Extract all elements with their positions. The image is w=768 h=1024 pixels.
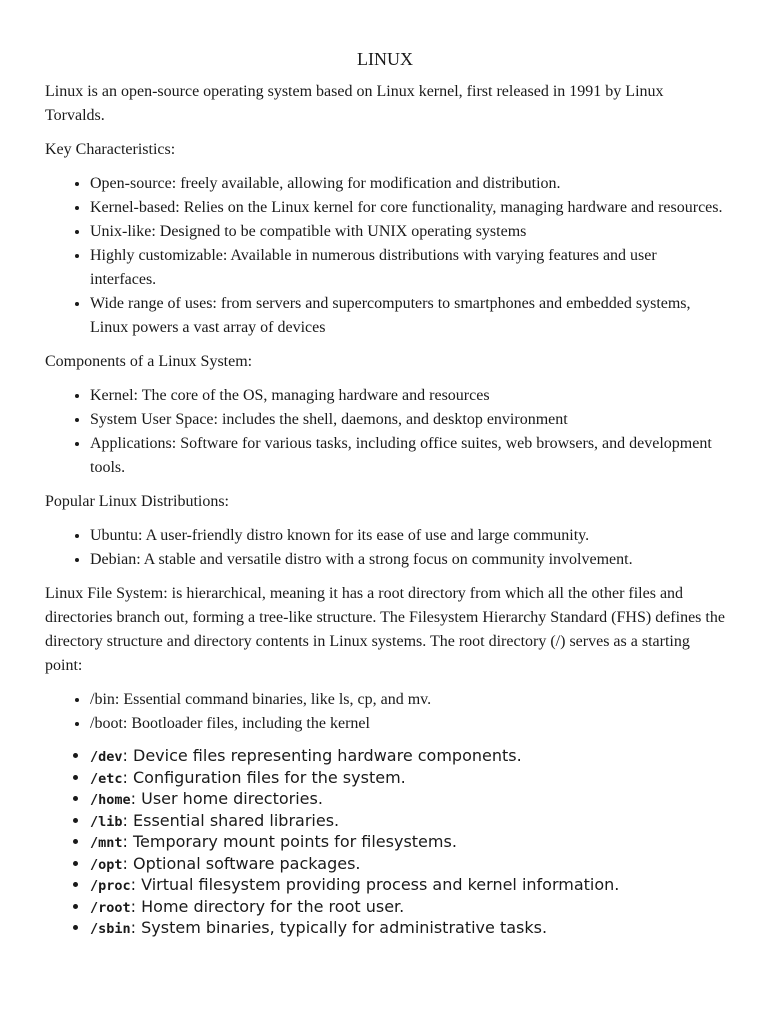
- intro-paragraph: Linux is an open-source operating system based on Linux kernel, first released in 1991 by Linux Torvalds.: [45, 83, 664, 124]
- list-item: • Highly customizable: Available in numerous distributions with varying features and user interfaces.: [90, 244, 725, 292]
- directory-item: [90, 768, 725, 790]
- directory-desc: : Home directory for the root user.: [130, 896, 405, 916]
- directory-list: [45, 746, 725, 940]
- directory-path: /dev: [90, 749, 123, 765]
- key-characteristics-heading: Key Characteristics:: [45, 141, 176, 158]
- list-item: • Kernel-based: Relies on the Linux kernel for core functionality, managing hardware and resources.: [90, 196, 725, 220]
- directory-desc: : Optional software packages.: [122, 853, 361, 873]
- directory-item: [90, 811, 725, 833]
- directory-item: [90, 875, 725, 897]
- list-item: • Kernel: The core of the OS, managing hardware and resources: [90, 384, 725, 408]
- directory-path: /etc: [90, 770, 123, 787]
- directory-desc: : Temporary mount points for filesystems.: [122, 832, 457, 851]
- directory-desc: : Configuration files for the system.: [122, 767, 406, 787]
- directory-item: [90, 832, 725, 854]
- directory-desc: : User home directories.: [130, 789, 323, 808]
- directory-desc: : Virtual filesystem providing process and kernel information.: [130, 875, 620, 894]
- directory-desc: : System binaries, typically for administrative tasks.: [130, 918, 548, 937]
- list-item: • Unix-like: Designed to be compatible with UNIX operating systems: [90, 220, 725, 244]
- filesystem-paragraph: Linux File System: is hierarchical, meaning it has a root directory from which all the other files and directories branch out, forming a tree-like structure. The Filesystem Hierarchy Standard (FHS) defines the directory structure and directory contents in Linux systems. The root directory (/) serves as a starting point:: [45, 585, 725, 674]
- directory-path: /sbin: [90, 921, 131, 937]
- list-item: • Wide range of uses: from servers and supercomputers to smartphones and embedded systems, Linux powers a vast array of devices: [90, 292, 725, 340]
- directory-item: [90, 854, 725, 876]
- filesystem-list: [45, 688, 725, 736]
- list-item: • Applications: Software for various tasks, including office suites, web browsers, and development tools.: [90, 432, 725, 480]
- list-item: • Open-source: freely available, allowing for modification and distribution.: [90, 172, 725, 196]
- components-list: [45, 384, 725, 480]
- list-item: • System User Space: includes the shell, daemons, and desktop environment: [90, 408, 725, 432]
- directory-item: [90, 746, 725, 768]
- page-title: LINUX: [357, 49, 413, 69]
- directory-path: /opt: [90, 856, 123, 873]
- directory-item: [90, 918, 725, 940]
- directory-item: [90, 897, 725, 919]
- key-characteristics-list: [45, 172, 725, 340]
- list-item: • Ubuntu: A user-friendly distro known for its ease of use and large community.: [90, 524, 725, 548]
- document-page: [45, 46, 725, 950]
- components-heading: Components of a Linux System:: [45, 353, 253, 370]
- directory-desc: : Essential shared libraries.: [122, 810, 340, 830]
- directory-path: /mnt: [90, 835, 123, 851]
- distributions-heading: Popular Linux Distributions:: [45, 493, 229, 510]
- directory-path: /root: [90, 899, 131, 916]
- directory-path: /lib: [90, 813, 123, 830]
- directory-item: [90, 789, 725, 811]
- distributions-list: [45, 524, 725, 572]
- list-item: • /boot: Bootloader files, including the kernel: [90, 712, 725, 736]
- directory-desc: : Device files representing hardware components.: [122, 746, 522, 765]
- directory-path: /proc: [90, 878, 131, 894]
- directory-path: /home: [90, 792, 131, 808]
- list-item: • Debian: A stable and versatile distro with a strong focus on community involvement.: [90, 548, 725, 572]
- list-item: • /bin: Essential command binaries, like ls, cp, and mv.: [90, 688, 725, 712]
